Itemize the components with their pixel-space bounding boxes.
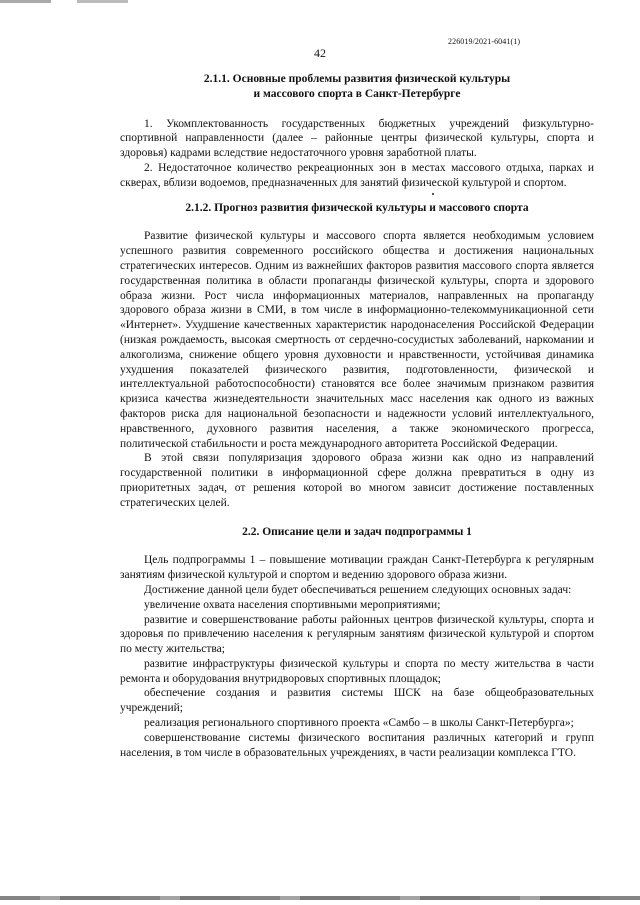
scan-edge-top [0, 0, 640, 3]
section-211-title-line1: 2.1.1. Основные проблемы развития физической культуры [203, 73, 511, 85]
document-id: 226019/2021-6041(1) [448, 37, 521, 46]
forecast-paragraph-2: В этой связи популяризация здорового образа жизни как одно из направлений государственной политики в информационной сфере должна превратиться в одну из приоритетных задач, от решения которой во многом зависит достижение поставленных стратегических целей. [120, 452, 594, 509]
problem-item-1: 1. Укомплектованность государственных бюджетных учреждений физкультурно-спортивной направленности (далее – районные центры физической культуры, спорта и здоровья) кадрами вследствие недостаточного уровня заработной платы. [120, 117, 594, 160]
task-item-1: увеличение охвата населения спортивными мероприятиями; [144, 598, 441, 611]
goal-paragraph: Цель подпрограммы 1 – повышение мотивации граждан Санкт-Петербурга к регулярным занятиям физической культурой и спортом и ведению здорового образа жизни. [120, 554, 594, 582]
task-item-5: реализация регионального спортивного проекта «Самбо – в школы Санкт-Петербурга»; [144, 717, 574, 730]
task-item-2: развитие и совершенствование работы районных центров физической культуры, спорта и здоровья по привлечению населения к регулярным занятиям физической культурой и спортом по месту жительства; [120, 613, 594, 656]
task-item-6: совершенствование системы физического воспитания различных категорий и групп населения, в том числе в образовательных учреждениях, в части реализации комплекса ГТО. [120, 731, 594, 759]
problem-item-2: 2. Недостаточное количество рекреационных зон в местах массового отдыха, парках и скверах, вблизи водоемов, предназначенных для занятий физической культурой и спортом. [120, 161, 594, 189]
scan-edge-bottom [0, 896, 640, 900]
document-body [120, 72, 594, 760]
task-item-3: развитие инфраструктуры физической культуры и спорта по месту жительства в части ремонта и оборудования внутридворовых спортивных площадок; [120, 657, 594, 685]
section-211-title-line2: и массового спорта в Санкт-Петербурге [253, 87, 461, 100]
section-211-title [120, 72, 594, 102]
task-item-4: обеспечение создания и развития системы ШСК на базе общеобразовательных учреждений; [120, 687, 594, 715]
section-22-title: 2.2. Описание цели и задач подпрограммы 1 [242, 525, 472, 538]
scan-speck [432, 193, 434, 195]
forecast-paragraph-1: Развитие физической культуры и массового спорта является необходимым условием успешного развития современного российского общества и достижения национальных стратегических интересов. Одним из важнейших факторов развития массового спорта является государственная политика в области пропаганды физической культуры, спорта и здорового образа жизни. Рост числа информационных материалов, направленных на пропаганду здорового образа жизни в СМИ, в том числе в информационно-телекоммуникационной сети «Интернет». Ухудшение качественных характеристик народонаселения Российской Федерации (низкая рождаемость, высокая смертность от сердечно-сосудистых заболеваний, наркомании и алкоголизма, снижение общего уровня духовности и нравственности, устойчивая динамика ухудшения показателей физического развития, подготовленности, физической и интеллектуальной работоспособности) становятся все более значимым признаком развития кризиса качества жизнедеятельности значительных масс населения как одного из важных факторов риска для национальной безопасности и надежности условий интеллектуального, нравственного, духовного развития населения, а также экономического прогресса, политической стабильности и роста международного авторитета Российской Федерации. [120, 230, 594, 450]
section-212-title: 2.1.2. Прогноз развития физической культуры и массового спорта [185, 201, 529, 214]
page-number: 42 [314, 46, 326, 60]
tasks-intro: Достижение данной цели будет обеспечиваться решением следующих основных задач: [144, 583, 572, 596]
